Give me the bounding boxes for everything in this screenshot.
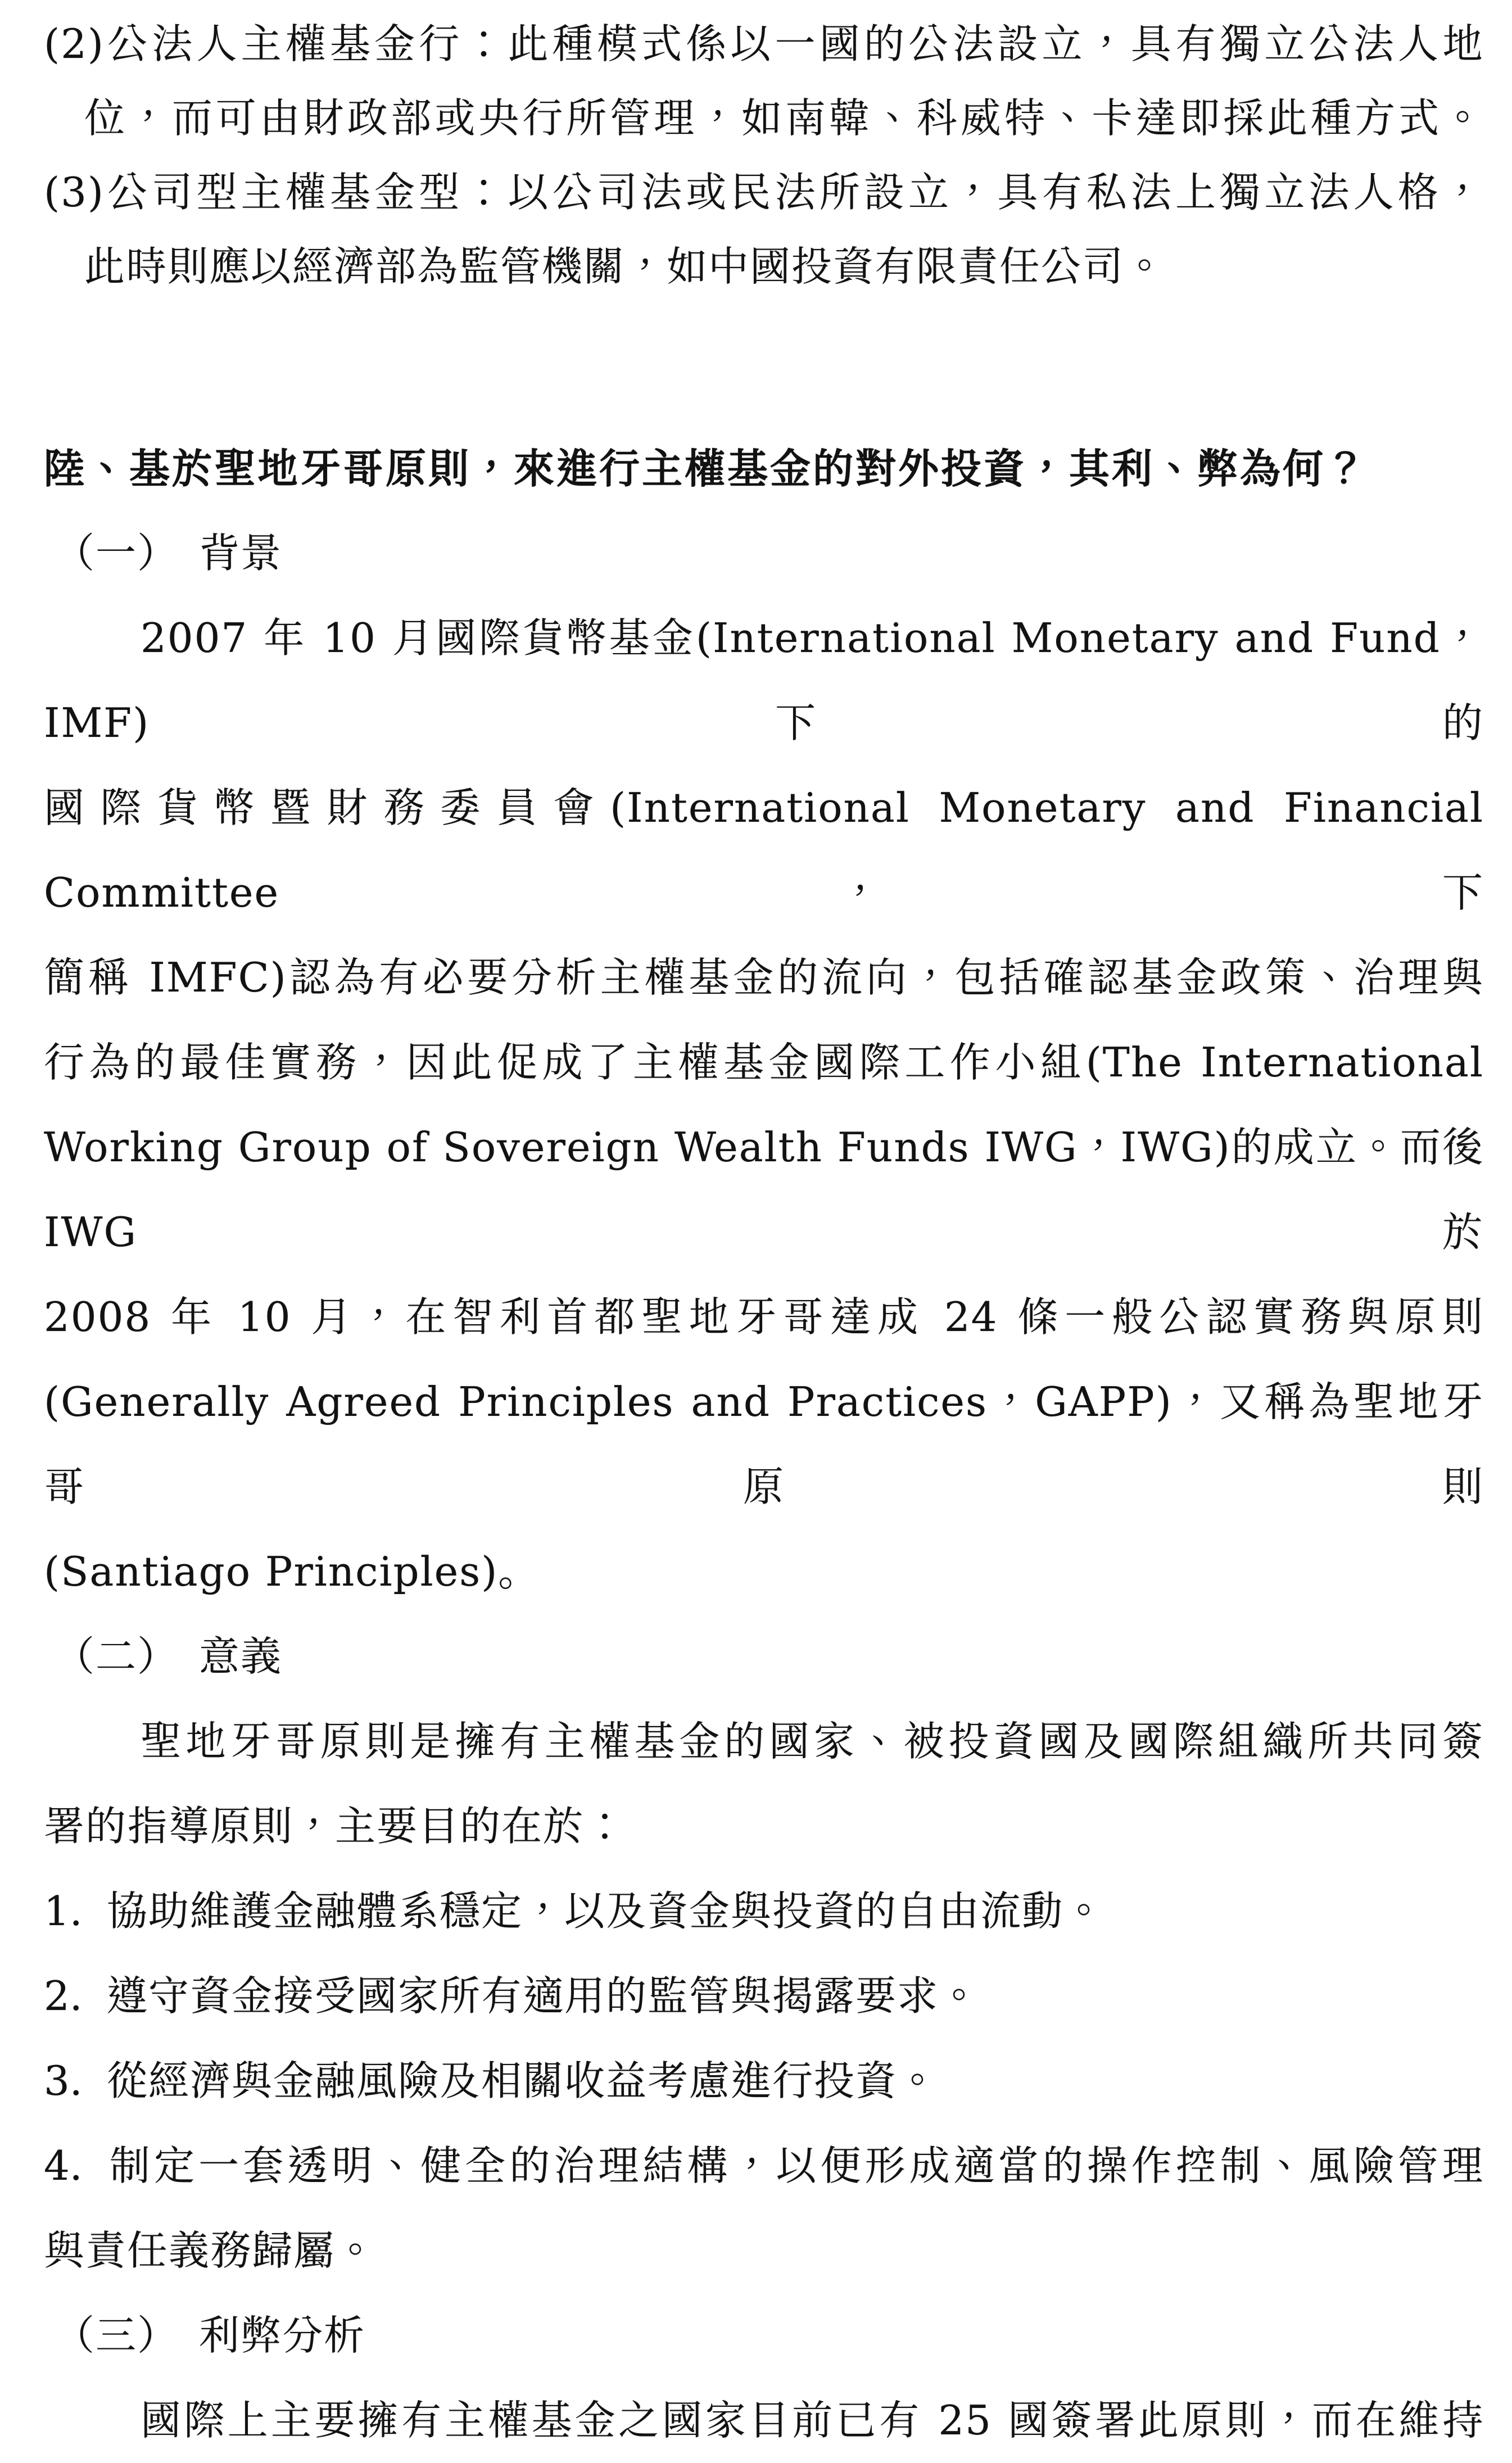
paragraph-line: 聖地牙哥原則是擁有主權基金的國家、被投資國及國際組織所共同簽 — [141, 1718, 1484, 1765]
section-heading: 陸、基於聖地牙哥原則，來進行主權基金的對外投資，其利、弊為何？ — [44, 445, 1369, 492]
list-number: 4. — [44, 2142, 83, 2189]
paragraph-line: (Santiago Principles)。 — [44, 1548, 540, 1595]
item2-line1: (2)公法人主權基金行：此種模式係以一國的公法設立，具有獨立公法人地 — [44, 20, 1484, 67]
list-text: 遵守資金接受國家所有適用的監管與揭露要求。 — [107, 1972, 981, 2020]
list-item-4-continuation: 與責任義務歸屬。 — [44, 2227, 377, 2274]
subsection-2-title: 意義 — [199, 1633, 283, 1680]
paragraph-line: 國際貨幣暨財務委員會(International Monetary and Financial Committee，下 — [44, 784, 1484, 916]
list-item-1 — [44, 1869, 1484, 1954]
subsection-3-marker: （三） — [54, 2312, 179, 2359]
subsection-3-label — [44, 2293, 1484, 2378]
list-number: 2. — [44, 1972, 83, 2020]
paragraph-line: 署的指導原則，主要目的在於： — [44, 1803, 627, 1850]
list-item-4 — [44, 2124, 1484, 2208]
paragraph-line: (Generally Agreed Principles and Practices，GAPP)，又稱為聖地牙哥原則 — [44, 1378, 1484, 1510]
list-text: 制定一套透明、健全的治理結構，以便形成適當的操作控制、風險管理 — [107, 2142, 1484, 2189]
list-item-2 — [44, 1954, 1484, 2039]
paragraph-line: 行為的最佳實務，因此促成了主權基金國際工作小組(The International — [44, 1039, 1484, 1086]
paragraph-line: Working Group of Sovereign Wealth Funds IWG，IWG)的成立。而後 IWG 於 — [44, 1124, 1484, 1256]
item3-line1: (3)公司型主權基金型：以公司法或民法所設立，具有私法上獨立法人格， — [44, 169, 1484, 216]
list-number: 3. — [44, 2057, 83, 2104]
item2-line2: 位，而可由財政部或央行所管理，如南韓、科威特、卡達即採此種方式。 — [84, 94, 1484, 142]
subsection-1-marker: （一） — [54, 529, 179, 577]
subsection-2-label — [44, 1614, 1484, 1699]
subsection-2-marker: （二） — [54, 1633, 179, 1680]
subsection-1-title: 背景 — [199, 529, 283, 577]
list-text: 從經濟與金融風險及相關收益考慮進行投資。 — [107, 2057, 939, 2104]
paragraph-line: 2008 年 10 月，在智利首都聖地牙哥達成 24 條一般公認實務與原則 — [44, 1293, 1484, 1341]
subsection-3-title: 利弊分析 — [199, 2312, 366, 2359]
paragraph-line: 國際上主要擁有主權基金之國家目前已有 25 國簽署此原則，而在維持 — [141, 2397, 1484, 2444]
list-number: 1. — [44, 1887, 83, 1935]
list-text: 協助維護金融體系穩定，以及資金與投資的自由流動。 — [107, 1887, 1106, 1935]
paragraph-line: 2007 年 10 月國際貨幣基金(International Monetary and Fund，IMF)下的 — [44, 614, 1484, 746]
paragraph-line: 簡稱 IMFC)認為有必要分析主權基金的流向，包括確認基金政策、治理與 — [44, 954, 1484, 1001]
list-item-3 — [44, 2039, 1484, 2124]
subsection-1-label — [44, 511, 1484, 596]
item3-line2: 此時則應以經濟部為監管機關，如中國投資有限責任公司。 — [84, 243, 1166, 290]
